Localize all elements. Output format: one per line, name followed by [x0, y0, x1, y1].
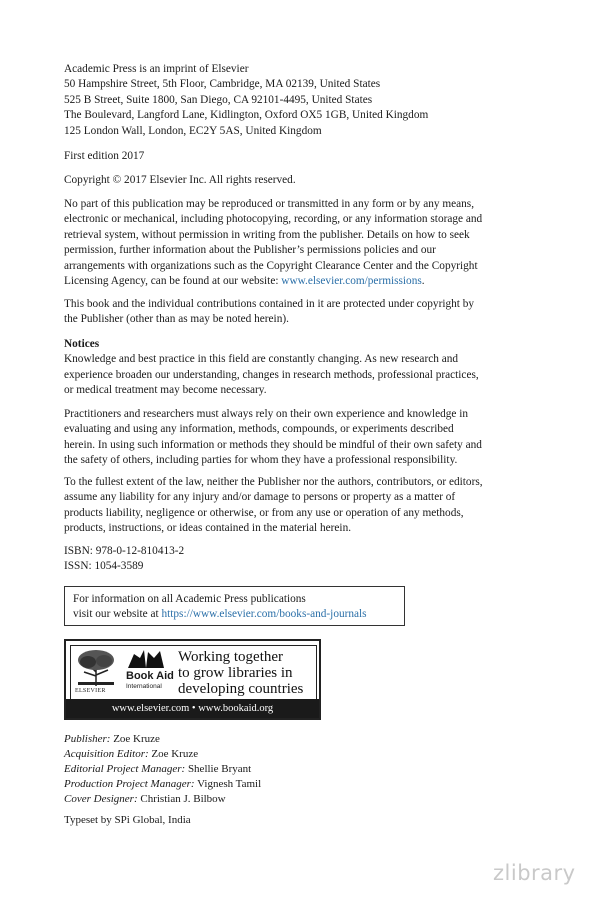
tagline-line: Working together — [178, 649, 284, 665]
book-aid-logo — [64, 639, 321, 720]
elsevier-label: ELSEVIER — [75, 688, 106, 694]
isbn-block — [64, 544, 184, 575]
protection-line: the Publisher (other than as may be noted herein). — [64, 313, 289, 326]
tagline-line: developing countries — [178, 681, 304, 697]
elsevier-tree-icon — [74, 648, 118, 688]
imprint-line: 125 London Wall, London, EC2Y 5AS, United Kingdom — [64, 124, 322, 137]
notices-para2 — [64, 407, 482, 469]
permissions-line: permission, further information about the Publisher’s permissions policies and our — [64, 244, 436, 257]
info-text: visit our website at — [73, 608, 162, 621]
permissions-period: . — [421, 275, 425, 288]
edition: First edition 2017 — [64, 150, 145, 162]
notice-line: assume any liability for any injury and/or damage to persons or property as a matter of — [64, 491, 456, 504]
notice-line: products liability, negligence or otherwise, or from any use or operation of any methods, — [64, 506, 464, 519]
notice-line: experience broaden our understanding, changes in research methods, professional practices, — [64, 368, 479, 381]
zlibrary-watermark: zlibrary — [493, 861, 576, 885]
permissions-line: arrangements with organizations such as the Copyright Clearance Center and the Copyright — [64, 259, 478, 272]
permissions-block — [64, 197, 482, 289]
permissions-link[interactable]: www.elsevier.com/permissions — [281, 275, 422, 288]
imprint-line: Academic Press is an imprint of Elsevier — [64, 63, 249, 75]
imprint-block — [64, 62, 428, 139]
notice-line: herein. In using such information or methods they should be mindful of their own safety and — [64, 438, 482, 451]
permissions-line: No part of this publication may be reproduced or transmitted in any form or by any means, — [64, 198, 475, 210]
notice-line: the safety of others, including parties for whom they have a professional responsibility. — [64, 454, 458, 467]
permissions-text: Licensing Agency, can be found at our website: — [64, 275, 282, 288]
credit-name: Vignesh Tamil — [194, 778, 262, 790]
credit-line — [64, 762, 261, 777]
book-aid-title: Book Aid — [126, 670, 174, 682]
credit-role: Cover Designer: — [64, 793, 138, 805]
info-box — [64, 586, 405, 626]
notices-heading: Notices — [64, 338, 100, 350]
protection-block — [64, 297, 474, 328]
books-journals-link[interactable]: https://www.elsevier.com/books-and-journals — [161, 608, 367, 621]
credit-role: Acquisition Editor: — [64, 748, 149, 760]
logo-panel — [70, 645, 317, 701]
credit-line — [64, 777, 261, 792]
notices-para3 — [64, 475, 483, 537]
credit-line — [64, 792, 261, 807]
typeset-line: Typeset by SPi Global, India — [64, 814, 191, 826]
logo-tagline — [178, 649, 303, 697]
notice-line: Practitioners and researchers must always rely on their own experience and knowledge in — [64, 408, 469, 420]
issn: ISSN: 1054-3589 — [64, 560, 144, 573]
credit-name: Zoe Kruze — [148, 748, 199, 760]
permissions-line: electronic or mechanical, including photocopying, recording, or any information storage and — [64, 213, 483, 226]
credit-role: Editorial Project Manager: — [64, 763, 186, 775]
logo-footer: www.elsevier.com • www.bookaid.org — [66, 699, 319, 718]
tagline-line: to grow libraries in — [178, 665, 293, 681]
imprint-line: 525 B Street, Suite 1800, San Diego, CA 92101-4495, United States — [64, 93, 373, 106]
isbn: ISBN: 978-0-12-810413-2 — [64, 545, 185, 557]
notice-line: evaluating and using any information, methods, compounds, or experiments described — [64, 423, 454, 436]
credit-name: Shellie Bryant — [185, 763, 252, 775]
info-line: For information on all Academic Press publications — [73, 593, 306, 605]
notice-line: or medical treatment may become necessary. — [64, 384, 267, 397]
book-aid-subtitle: International — [126, 683, 162, 690]
permissions-line — [64, 274, 482, 289]
notices-block — [64, 337, 479, 399]
protection-line: This book and the individual contributions contained in it are protected under copyright by — [64, 298, 475, 310]
credit-role: Publisher: — [64, 733, 111, 745]
info-line — [73, 607, 396, 622]
credit-line — [64, 747, 261, 762]
credit-name: Christian J. Bilbow — [137, 793, 226, 805]
credit-line — [64, 732, 261, 747]
copyright-line: Copyright © 2017 Elsevier Inc. All rights reserved. — [64, 174, 296, 186]
notice-line: To the fullest extent of the law, neither the Publisher nor the authors, contributors, or editors, — [64, 476, 483, 488]
notice-line: Knowledge and best practice in this field are constantly changing. As new research and — [64, 353, 459, 366]
credits-block — [64, 732, 261, 828]
permissions-line: retrieval system, without permission in writing from the publisher. Details on how to seek — [64, 228, 470, 241]
credit-name: Zoe Kruze — [110, 733, 160, 745]
imprint-line: The Boulevard, Langford Lane, Kidlington, Oxford OX5 1GB, United Kingdom — [64, 109, 429, 122]
imprint-line: 50 Hampshire Street, 5th Floor, Cambridge, MA 02139, United States — [64, 78, 381, 91]
notice-line: products, instructions, or ideas contained in the material herein. — [64, 522, 352, 535]
credit-role: Production Project Manager: — [64, 778, 195, 790]
hands-book-icon — [126, 648, 166, 670]
